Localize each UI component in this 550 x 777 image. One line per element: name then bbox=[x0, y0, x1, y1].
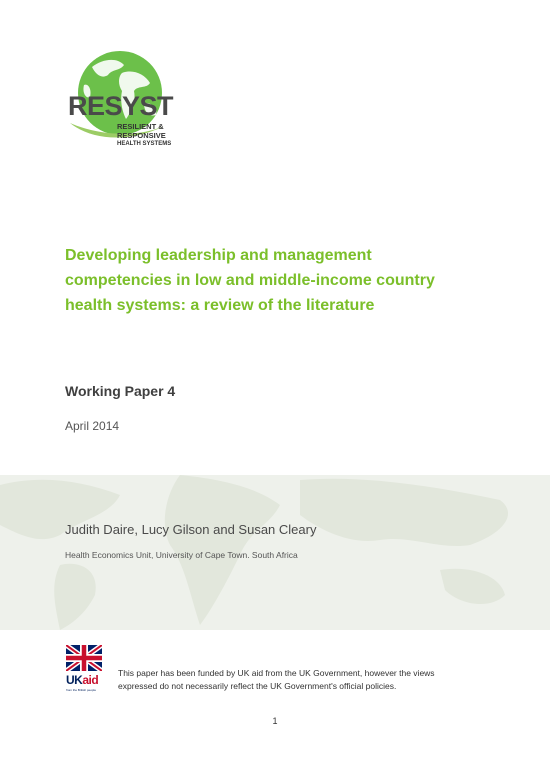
publication-date: April 2014 bbox=[65, 419, 120, 433]
ukaid-logo bbox=[66, 645, 102, 695]
affiliation: Health Economics Unit, University of Cape Town. South Africa bbox=[65, 550, 298, 560]
funding-line: expressed do not necessarily reflect the UK Government's official policies. bbox=[118, 681, 397, 691]
funding-statement bbox=[118, 667, 488, 693]
funding-line: This paper has been funded by UK aid from the UK Government, however the views bbox=[118, 668, 435, 678]
resyst-logo bbox=[62, 45, 182, 155]
ukaid-wordmark bbox=[66, 673, 104, 687]
title-line: Developing leadership and management bbox=[65, 247, 372, 264]
page-number: 1 bbox=[272, 716, 278, 726]
ukaid-strapline: from the British people bbox=[66, 688, 97, 692]
logo-wordmark: RESYST bbox=[68, 91, 174, 121]
working-paper-label: Working Paper 4 bbox=[65, 383, 176, 399]
ukaid-aid: aid bbox=[82, 673, 99, 687]
tagline-line: RESILIENT & bbox=[117, 122, 164, 131]
tagline-line: RESPONSIVE bbox=[117, 130, 166, 140]
title-line: competencies in low and middle-income country bbox=[65, 272, 435, 289]
title-line: health systems: a review of the literature bbox=[65, 297, 375, 314]
tagline-line: HEALTH SYSTEMS bbox=[117, 141, 172, 147]
union-jack-icon bbox=[66, 645, 102, 671]
logo-tagline bbox=[117, 123, 171, 149]
document-title bbox=[65, 243, 485, 318]
authors: Judith Daire, Lucy Gilson and Susan Cleary bbox=[65, 522, 317, 537]
ukaid-uk: UK bbox=[66, 673, 83, 687]
